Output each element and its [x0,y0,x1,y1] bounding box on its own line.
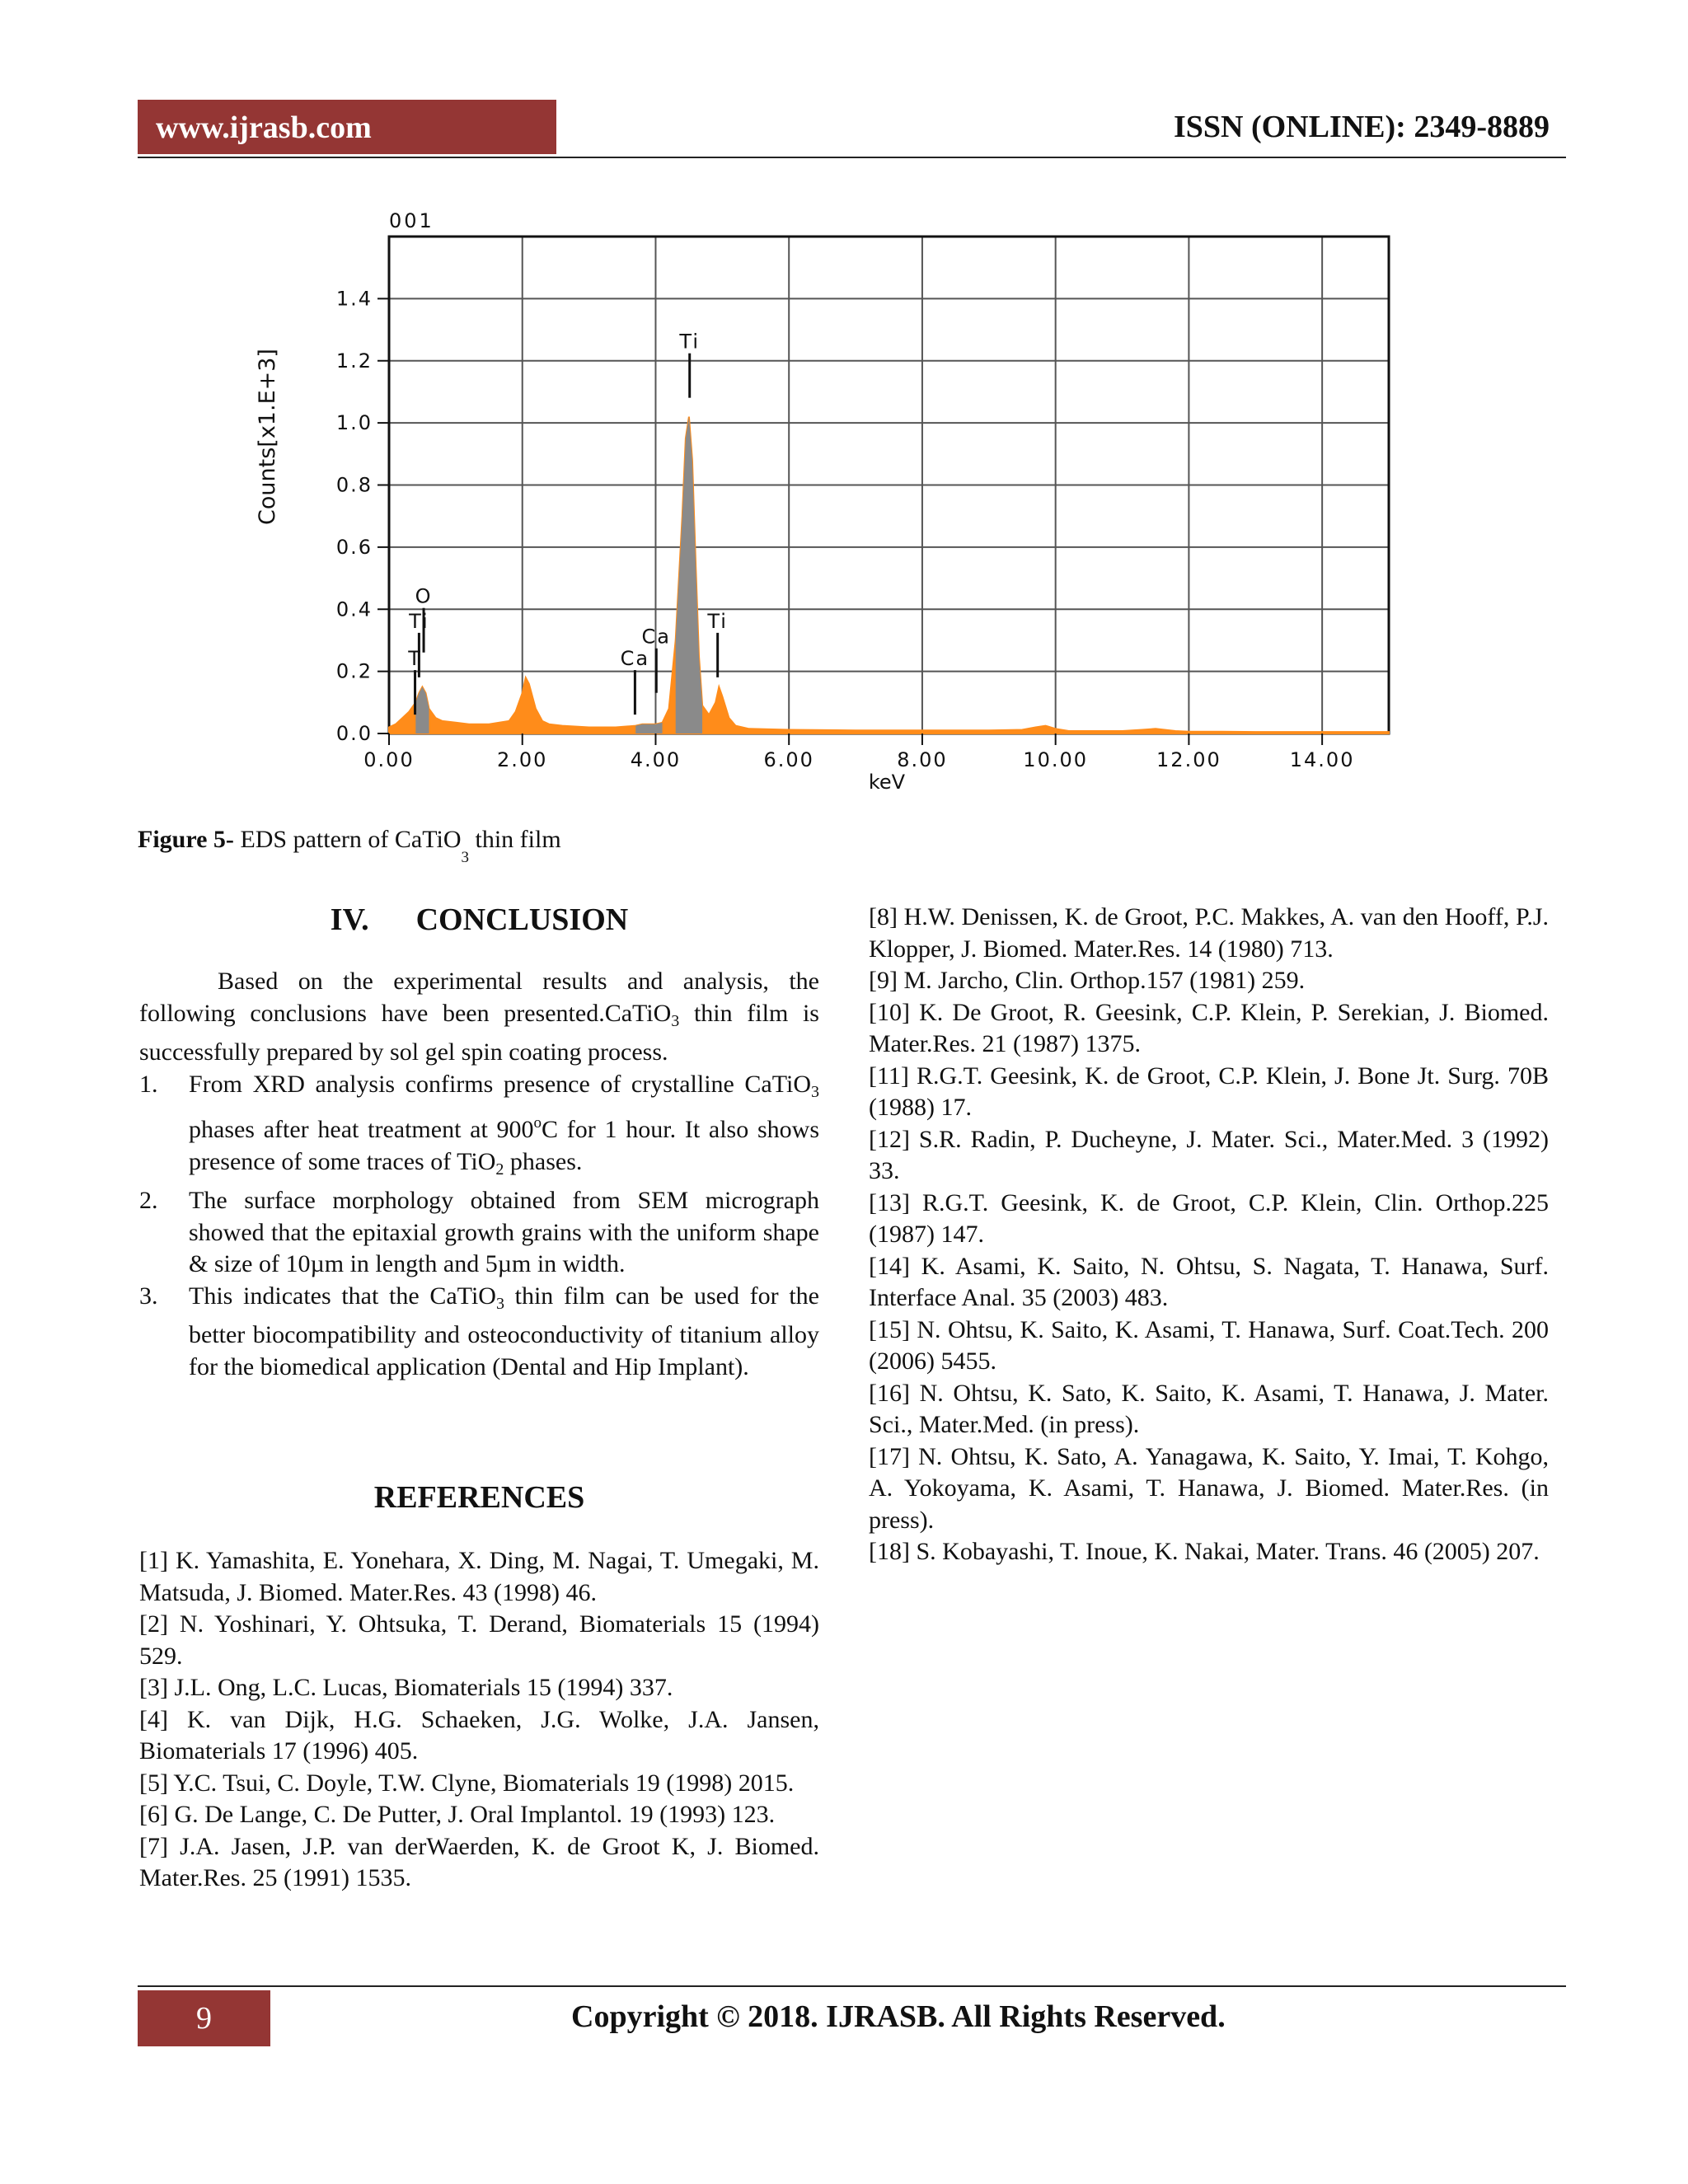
conclusion-body [139,966,819,1383]
chart-y-axis-label: Counts[x1.E+3] [255,349,280,525]
x-tick-label: 10.00 [1023,748,1089,771]
reference-item: [3] J.L. Ong, L.C. Lucas, Biomaterials 15 (1994) 337. [139,1674,673,1701]
journal-website-banner [138,100,556,154]
x-tick-label: 14.00 [1289,748,1355,771]
conclusion-item-number: 2. [139,1187,158,1214]
chart-grid [389,237,1389,733]
x-tick-label: 6.00 [763,748,814,771]
conclusion-heading: IV. CONCLUSION [330,902,629,937]
y-tick-label: 1.4 [335,287,373,311]
reference-item: [8] H.W. Denissen, K. de Groot, P.C. Makkes, A. van den Hooff, P.J. Klopper, J. Biomed. Mater.Res. 14 (1980) 713. [869,903,1549,963]
y-tick-label: 0.2 [335,659,373,683]
page-number: 9 [196,2001,212,2036]
conclusion-item [139,1069,819,1186]
reference-item: [6] G. De Lange, C. De Putter, J. Oral Implantol. 19 (1993) 123. [139,1801,776,1828]
conclusion-item-number: 3. [139,1282,158,1310]
conclusion-item [139,1281,819,1384]
figure-caption-tail: thin film [469,826,561,853]
conclusion-item-text: C for 1 hour. It also shows presence of some traces of TiO [189,1116,819,1175]
reference-item: [11] R.G.T. Geesink, K. de Groot, C.P. Klein, J. Bone Jt. Surg. 70B (1988) 17. [869,1062,1549,1121]
footer-rule [138,1985,1566,1987]
reference-item: [7] J.A. Jasen, J.P. van derWaerden, K. de Groot K, J. Biomed. Mater.Res. 25 (1991) 1535. [139,1832,819,1891]
reference-item: [1] K. Yamashita, E. Yonehara, X. Ding, M. Nagai, T. Umegaki, M. Matsuda, J. Biomed. Mater.Res. 43 (1998) 46. [139,1547,819,1606]
reference-item: [14] K. Asami, K. Saito, N. Ohtsu, S. Nagata, T. Hanawa, Surf. Interface Anal. 35 (2003) 483. [869,1252,1549,1311]
identified-peak [415,687,429,734]
reference-item: [13] R.G.T. Geesink, K. de Groot, C.P. Klein, Clin. Orthop.225 (1987) 147. [869,1188,1549,1248]
superscript: o [533,1114,542,1132]
peak-label: Ti [409,609,429,633]
chart-plot-area [389,417,1389,733]
conclusion-item-text: phases after heat treatment at 900 [189,1116,534,1143]
reference-item: [17] N. Ohtsu, K. Sato, A. Yanagawa, K. Saito, Y. Imai, T. Kohgo, A. Yokoyama, K. Asami, T. Hanawa, J. Biomed. Mater.Res. (in press). [869,1442,1549,1534]
chart-title: 001 [389,209,434,232]
conclusion-item-number: 1. [139,1070,158,1098]
reference-item: [10] K. De Groot, R. Geesink, C.P. Klein, P. Serekian, J. Biomed. Mater.Res. 21 (1987) 1375. [869,998,1549,1057]
reference-item: [9] M. Jarcho, Clin. Orthop.157 (1981) 259. [869,967,1306,994]
eds-chart [239,202,1426,804]
peak-label: O [415,584,433,608]
reference-item: [16] N. Ohtsu, K. Sato, K. Saito, K. Asami, T. Hanawa, J. Mater. Sci., Mater.Med. (in press). [869,1379,1549,1438]
chart-ticks [336,287,1355,771]
y-tick-label: 0.6 [335,535,373,559]
conclusion-intro-b: thin film is successfully prepared by sol gel spin coating process. [139,999,819,1066]
conclusion-item-text: thin film can be used for the better biocompatibility and osteoconductivity of titanium alloy for the biomedical application (Dental and Hip Implant). [189,1282,819,1380]
conclusion-intro-a: Based on the experimental results and analysis, the following conclusions have been presented.CaTiO [139,968,819,1027]
reference-item: [4] K. van Dijk, H.G. Schaeken, J.G. Wolke, J.A. Jansen, Biomaterials 17 (1996) 405. [139,1705,819,1765]
peak-label: T [408,647,422,671]
reference-item: [12] S.R. Radin, P. Ducheyne, J. Mater. Sci., Mater.Med. 3 (1992) 33. [869,1125,1549,1184]
y-tick-label: 0.4 [335,598,373,621]
page-number-box [138,1990,270,2046]
y-tick-label: 1.2 [335,349,373,373]
header-rule [138,157,1566,158]
conclusion-item [139,1185,819,1281]
y-tick-label: 0.0 [335,722,373,745]
x-tick-label: 4.00 [630,748,682,771]
conclusion-item-text: From XRD analysis confirms presence of crystalline CaTiO [189,1070,811,1098]
conclusion-intro [139,966,819,1069]
figure-caption-text: EDS pattern of CaTiO [233,826,462,853]
x-tick-label: 8.00 [897,748,948,771]
peak-label: Ti [707,609,728,633]
reference-item: [18] S. Kobayashi, T. Inoue, K. Nakai, Mater. Trans. 46 (2005) 207. [869,1538,1540,1565]
y-tick-label: 0.8 [335,473,373,497]
figure-caption [138,826,561,866]
identified-peak [676,417,702,733]
figure-caption-subscript: 3 [461,849,469,866]
peak-label: Ti [679,330,701,354]
subscript: 2 [495,1160,504,1179]
chart-x-axis-label: keV [868,771,906,794]
conclusion-item-text: This indicates that the CaTiO [189,1282,496,1310]
peak-label: Ca [620,647,650,671]
journal-website: www.ijrasb.com [156,110,372,145]
x-tick-label: 2.00 [497,748,548,771]
issn-label: ISSN (ONLINE): 2349-8889 [1173,110,1550,144]
peak-label: Ca [641,625,672,649]
conclusion-item-text: phases. [504,1147,583,1175]
reference-item: [5] Y.C. Tsui, C. Doyle, T.W. Clyne, Biomaterials 19 (1998) 2015. [139,1769,795,1797]
conclusion-item-text: The surface morphology obtained from SEM micrograph showed that the epitaxial growth grains with the uniform shape & size of 10µm in length and 5µm in width. [189,1187,819,1277]
subscript: 3 [495,1294,504,1313]
reference-item: [15] N. Ohtsu, K. Saito, K. Asami, T. Hanawa, Surf. Coat.Tech. 200 (2006) 5455. [869,1315,1549,1375]
references-right-column [869,902,1549,1568]
copyright-notice: Copyright © 2018. IJRASB. All Rights Reserved. [571,1999,1226,2034]
x-tick-label: 0.00 [363,748,415,771]
subscript: 3 [811,1082,819,1101]
x-tick-label: 12.00 [1156,748,1221,771]
y-tick-label: 1.0 [335,411,373,435]
conclusion-list [139,1069,819,1384]
references-left-column [139,1545,819,1895]
reference-item: [2] N. Yoshinari, Y. Ohtsuka, T. Derand, Biomaterials 15 (1994) 529. [139,1610,819,1670]
spectrum-area [389,417,1389,733]
conclusion-intro-sub: 3 [671,1011,680,1030]
figure-label: Figure 5- [138,826,234,853]
references-heading: REFERENCES [373,1480,585,1515]
